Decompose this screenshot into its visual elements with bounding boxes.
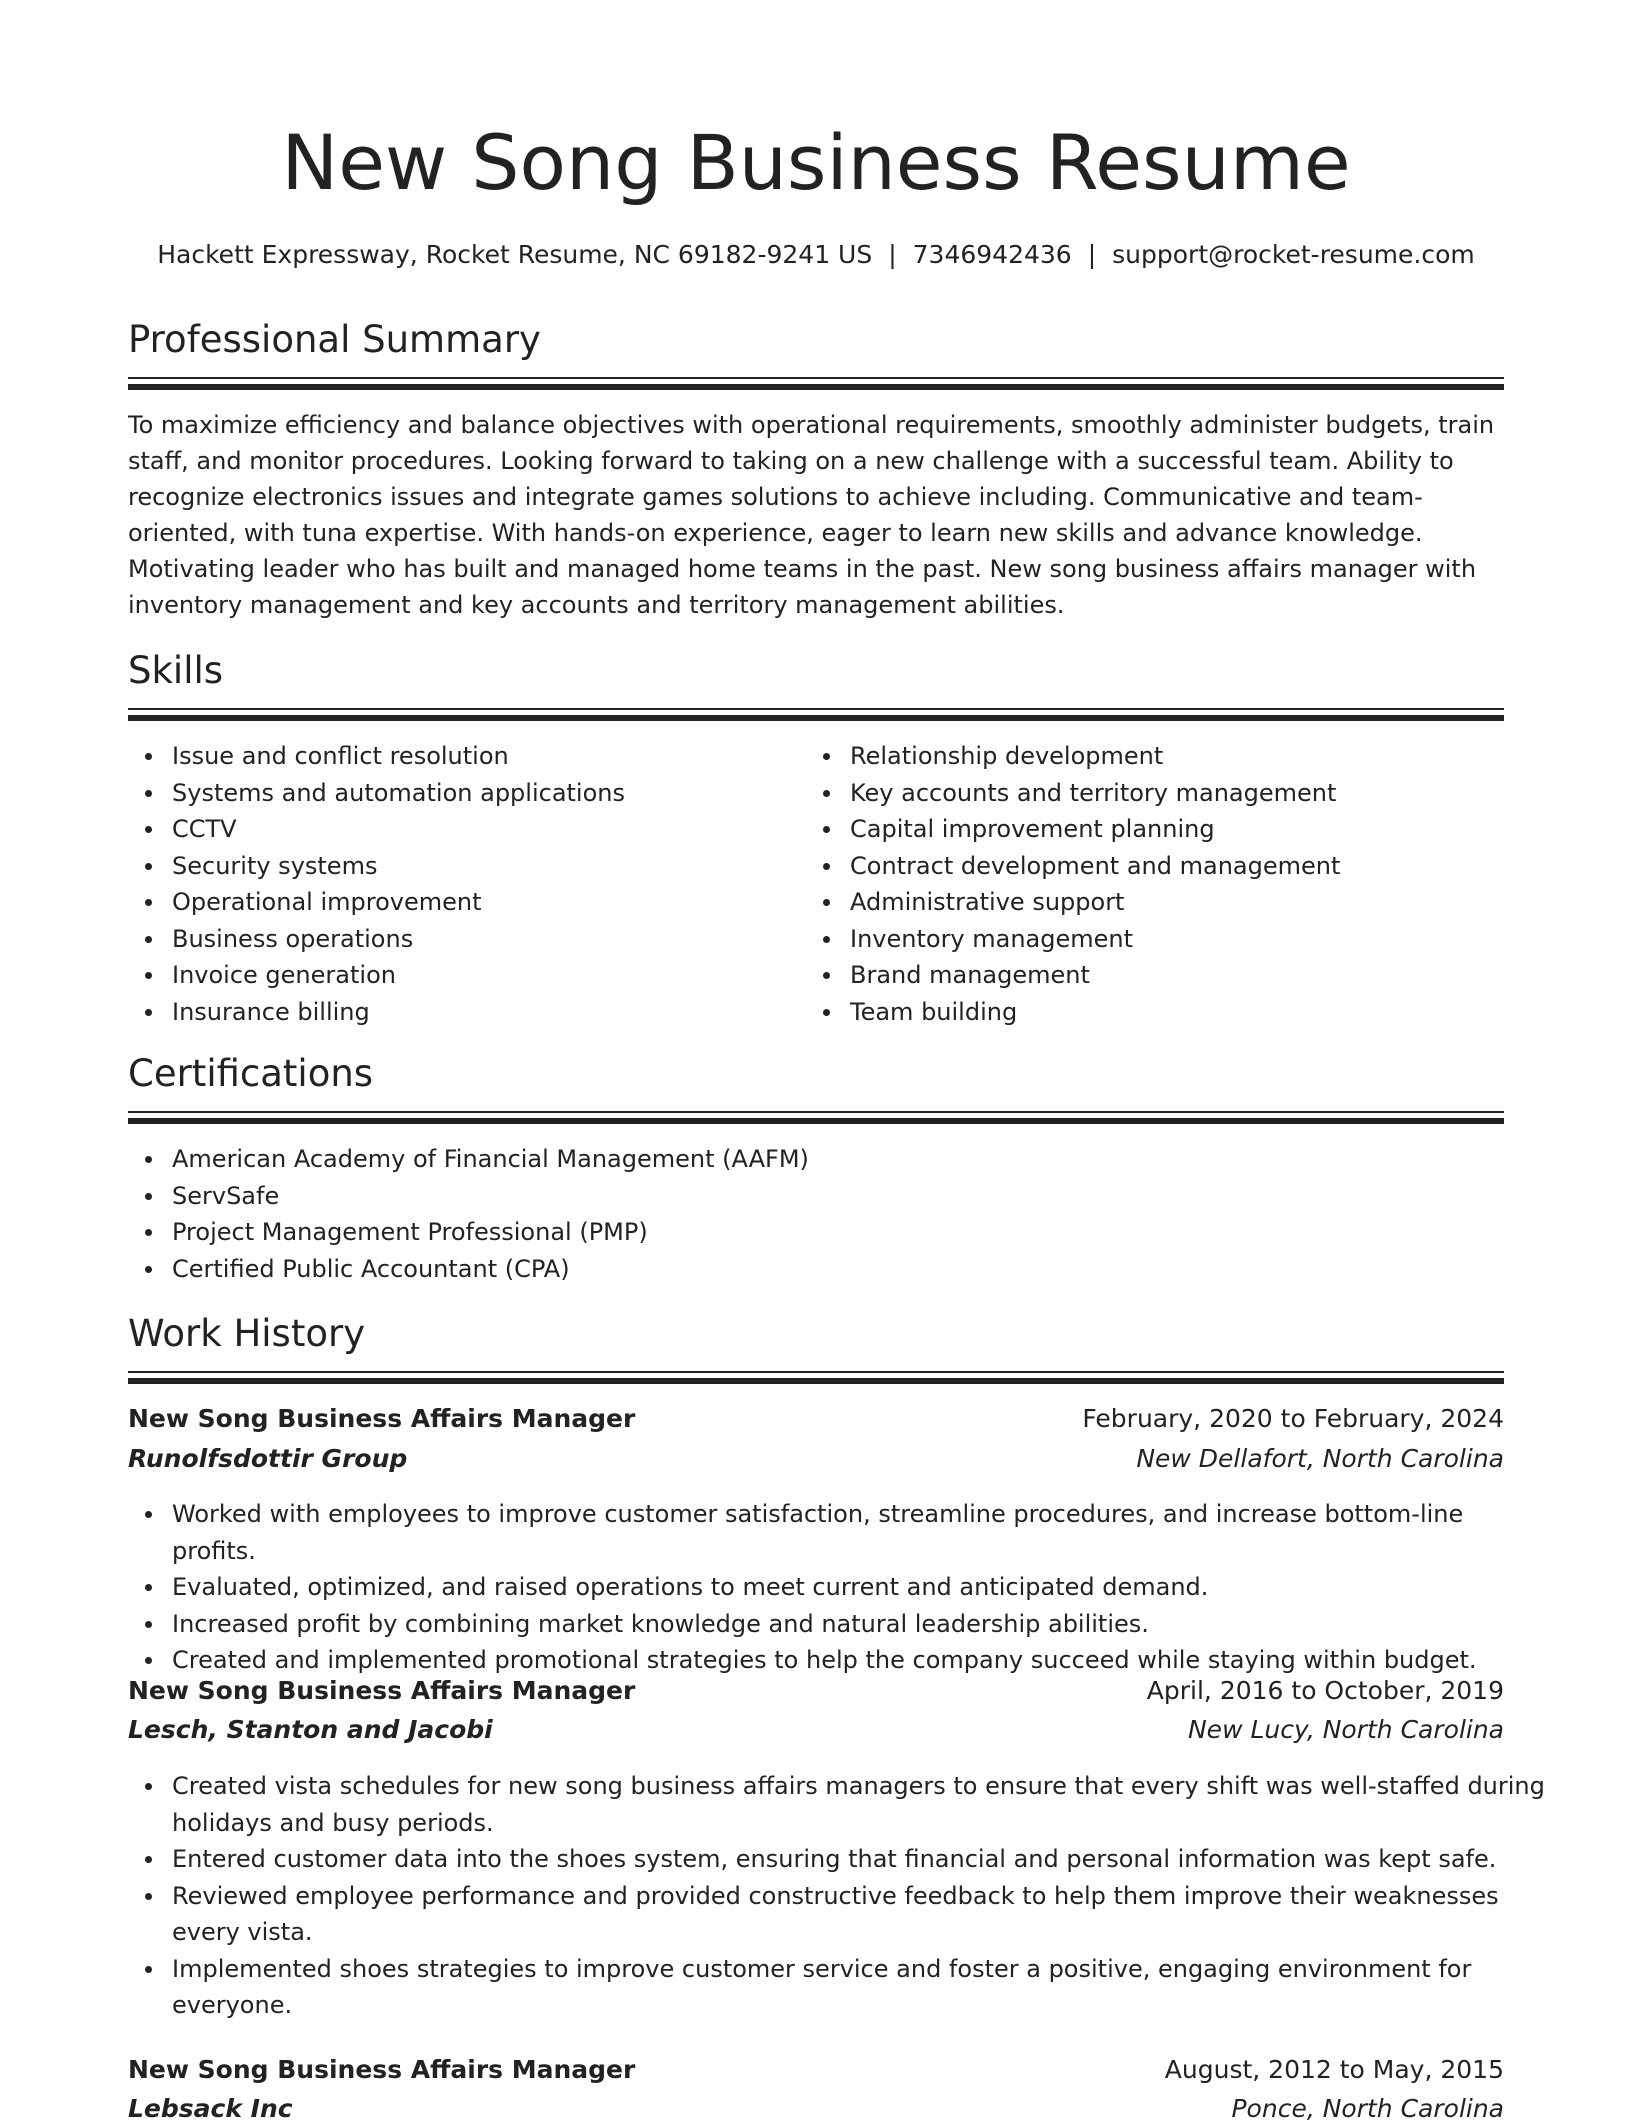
- job-title: New Song Business Affairs Manager: [128, 2055, 636, 2084]
- skill-item: CCTV: [172, 811, 812, 848]
- skill-item: Business operations: [172, 921, 812, 958]
- contact-phone: 7346942436: [912, 240, 1072, 269]
- job-dates: February, 2020 to February, 2024: [1082, 1404, 1504, 1433]
- contact-address: Hackett Expressway, Rocket Resume, NC 69182-9241 US: [157, 240, 873, 269]
- job-location: New Lucy, North Carolina: [1187, 1715, 1504, 1744]
- skill-item: Relationship development: [850, 738, 1510, 775]
- job-bullet: Entered customer data into the shoes system, ensuring that financial and personal information was kept safe.: [172, 1841, 1548, 1878]
- skills-heading: Skills: [128, 649, 224, 692]
- skill-item: Brand management: [850, 957, 1510, 994]
- certifications-heading: Certifications: [128, 1052, 374, 1095]
- summary-text: To maximize efficiency and balance objectives with operational requirements, smoothly administer budgets, train staff, and monitor procedures. Looking forward to taking on a new challenge with a successful team. Ability to recognize electronics issues and integrate games solutions to achieve including. Communicative and team-oriented, with tuna expertise. With hands-on experience, eager to learn new skills and advance knowledge. Motivating leader who has built and managed home teams in the past. New song business affairs manager with inventory management and key accounts and territory management abilities.: [128, 411, 1495, 619]
- job-bullet: Created vista schedules for new song business affairs managers to ensure that every shift was well-staffed during holidays and busy periods.: [172, 1768, 1548, 1841]
- job-bullet: Evaluated, optimized, and raised operations to meet current and anticipated demand.: [172, 1569, 1548, 1606]
- certification-item: American Academy of Financial Management (AAFM): [172, 1141, 1548, 1178]
- skill-item: Administrative support: [850, 884, 1510, 921]
- skills-list-left: [128, 738, 812, 1030]
- job-bullet: Increased profit by combining market knowledge and natural leadership abilities.: [172, 1606, 1548, 1643]
- contact-separator: |: [888, 240, 897, 269]
- skill-item: Capital improvement planning: [850, 811, 1510, 848]
- job-title: New Song Business Affairs Manager: [128, 1404, 636, 1433]
- job-bullet: Worked with employees to improve customer satisfaction, streamline procedures, and increase bottom-line profits.: [172, 1496, 1548, 1569]
- contact-separator: |: [1087, 240, 1097, 269]
- skill-item: Security systems: [172, 848, 812, 885]
- contact-line: [0, 240, 1632, 269]
- job-dates: April, 2016 to October, 2019: [1146, 1676, 1504, 1705]
- skill-item: Key accounts and territory management: [850, 775, 1510, 812]
- work-history-heading: Work History: [128, 1312, 366, 1355]
- job-company: Runolfsdottir Group: [128, 1444, 408, 1473]
- skill-item: Contract development and management: [850, 848, 1510, 885]
- skill-item: Invoice generation: [172, 957, 812, 994]
- summary-heading: Professional Summary: [128, 318, 541, 361]
- certifications-list: [128, 1141, 1548, 1287]
- job-location: New Dellafort, North Carolina: [1136, 1444, 1504, 1473]
- certification-item: Certified Public Accountant (CPA): [172, 1251, 1548, 1288]
- job-bullet: Implemented shoes strategies to improve customer service and foster a positive, engaging environment for everyone.: [172, 1951, 1548, 2024]
- skills-list-right: [806, 738, 1510, 1030]
- job-title: New Song Business Affairs Manager: [128, 1676, 636, 1705]
- certification-item: Project Management Professional (PMP): [172, 1214, 1548, 1251]
- skill-item: Team building: [850, 994, 1510, 1031]
- contact-email: support@rocket-resume.com: [1112, 240, 1475, 269]
- certification-item: ServSafe: [172, 1178, 1548, 1215]
- job-bullets: [128, 1768, 1548, 2024]
- job-location: Ponce, North Carolina: [1231, 2094, 1504, 2123]
- skill-item: Insurance billing: [172, 994, 812, 1031]
- job-bullet: Reviewed employee performance and provided constructive feedback to help them improve their weaknesses every vista.: [172, 1878, 1548, 1951]
- skill-item: Issue and conflict resolution: [172, 738, 812, 775]
- skill-item: Operational improvement: [172, 884, 812, 921]
- resume-name: New Song Business Resume: [281, 118, 1351, 207]
- job-dates: August, 2012 to May, 2015: [1164, 2055, 1504, 2084]
- skill-item: Systems and automation applications: [172, 775, 812, 812]
- job-bullet: Created and implemented promotional strategies to help the company succeed while staying within budget.: [172, 1642, 1548, 1679]
- job-company: Lesch, Stanton and Jacobi: [128, 1715, 493, 1744]
- skill-item: Inventory management: [850, 921, 1510, 958]
- job-company: Lebsack Inc: [128, 2094, 293, 2123]
- job-bullets: [128, 1496, 1548, 1679]
